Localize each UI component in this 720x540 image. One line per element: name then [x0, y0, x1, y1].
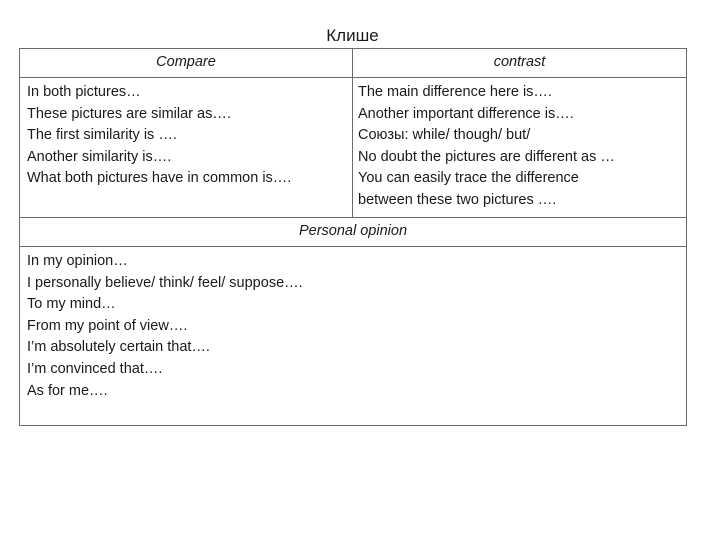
opinion-header: Personal opinion: [20, 218, 687, 247]
opinion-phrase: I’m absolutely certain that….: [27, 339, 210, 356]
compare-phrase: Another similarity is….: [27, 148, 172, 165]
compare-phrase: These pictures are similar as….: [27, 105, 231, 122]
page-title: Клише: [326, 26, 379, 45]
opinion-phrase: From my point of view….: [27, 317, 188, 334]
contrast-phrase: No doubt the pictures are different as …: [358, 148, 615, 165]
contrast-cell: [353, 78, 687, 218]
compare-phrase: The first similarity is ….: [27, 127, 177, 144]
opinion-phrase: I’m convinced that….: [27, 360, 163, 377]
opinion-phrase: To my mind…: [27, 296, 116, 313]
contrast-phrase: Another important difference is….: [358, 105, 574, 122]
opinion-phrase: As for me….: [27, 382, 108, 399]
table-row: [20, 78, 687, 218]
compare-phrase: What both pictures have in common is….: [27, 170, 292, 187]
opinion-header-row: [20, 218, 687, 247]
contrast-phrase: between these two pictures ….: [358, 191, 557, 208]
cliche-table: [19, 48, 687, 426]
opinion-phrase: In my opinion…: [27, 253, 128, 269]
contrast-phrase: The main difference here is….: [358, 84, 552, 100]
table-row: [20, 247, 687, 426]
contrast-phrase: Союзы: while/ though/ but/: [358, 127, 531, 144]
contrast-header: contrast: [353, 49, 687, 78]
compare-cell: [20, 78, 353, 218]
opinion-phrase: I personally believe/ think/ feel/ suppose….: [27, 274, 303, 291]
opinion-cell: [20, 247, 687, 426]
compare-phrase: In both pictures…: [27, 84, 141, 100]
contrast-phrase: You can easily trace the difference: [358, 170, 579, 187]
compare-header: Compare: [20, 49, 353, 78]
table-header-row: [20, 49, 687, 78]
